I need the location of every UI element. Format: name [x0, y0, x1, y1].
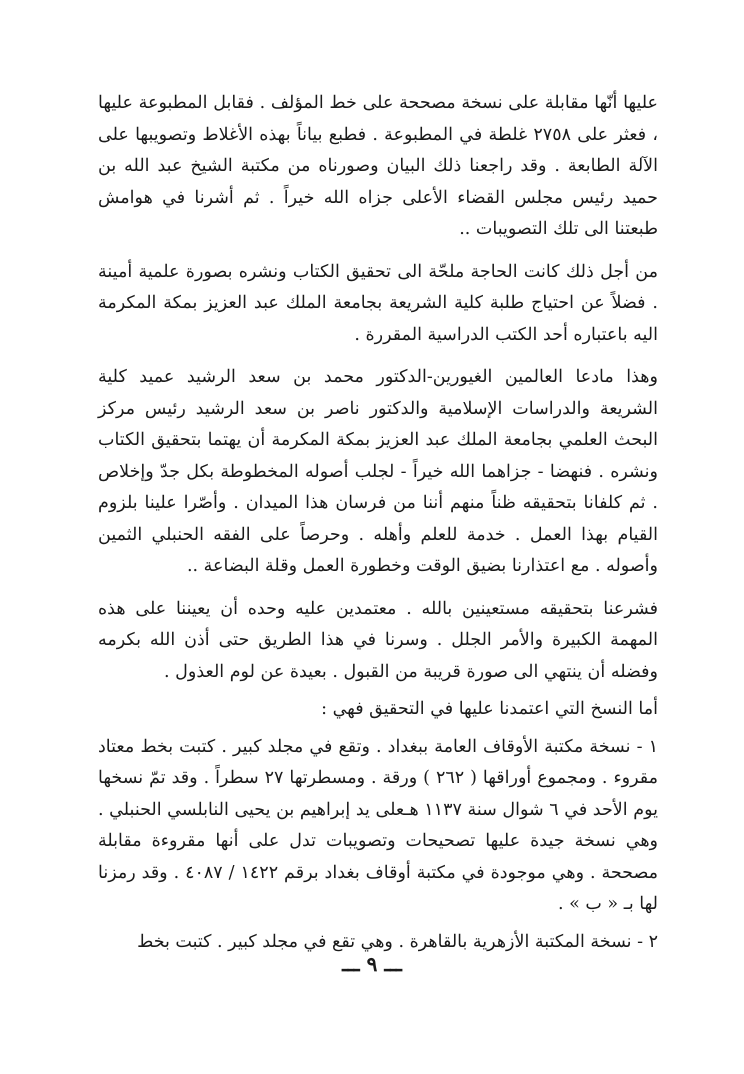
paragraph-start-of-work: فشرعنا بتحقيقه مستعينين بالله . معتمدين عليه وحده أن يعيننا على هذه المهمة الكبيرة والأمر الجلل . وسرنا في هذا الطريق حتى أذن الله بكرمه وفضله أن ينتهي الى صورة قريبة من القبول . بعيدة عن لوم العذول .: [98, 598, 658, 682]
paragraph-manuscript-1: ١ - نسخة مكتبة الأوقاف العامة ببغداد . وتقع في مجلد كبير . كتبت بخط معتاد مقروء . ومجموع أوراقها ( ٢٦٢ ) ورقة . ومسطرتها ٢٧ سطراً . وقد تمّ نسخها يوم الأحد في ٦ شوال سنة ١١٣٧ هـعلى يد إبراهيم بن يحيى النابلسي الحنبلي . وهي نسخة جيدة عليها تصحيحات وتصويبات تدل على أنها مقروءة مقابلة مصححة . وهي موجودة في مكتبة أوقاف بغداد برقم ١٤٢٢ / ٤٠٨٧ . وقد رمزنا لها بـ « ب » .: [98, 736, 659, 914]
paragraph-manuscript-2: ٢ - نسخة المكتبة الأزهرية بالقاهرة . وهي تقع في مجلد كبير . كتبت بخط: [137, 931, 658, 952]
paragraph-manuscripts-intro: أما النسخ التي اعتمدنا عليها في التحقيق فهي :: [321, 699, 658, 719]
paragraph-need-for-edition: من أجل ذلك كانت الحاجة ملحّة الى تحقيق الكتاب ونشره بصورة علمية أمينة . فضلاً عن احتياج طلبة كلية الشريعة بجامعة الملك عبد العزيز بمكة المكرمة اليه باعتباره أحد الكتب الدراسية المقررة .: [98, 261, 658, 345]
page-body: [98, 88, 658, 958]
paragraph-errata: عليها أنّها مقابلة على نسخة مصححة على خط المؤلف . فقابل المطبوعة عليها ، فعثر على ٢٧٥٨ غلطة في المطبوعة . فطبع بياناً بهذه الأغلاط وتصويبها على الآلة الطابعة . وقد راجعنا ذلك البيان وصورناه من مكتبة الشيخ عبد الله بن حميد رئيس مجلس القضاء الأعلى جزاه الله خيراً . ثم أشرنا في هوامش طبعتنا الى تلك التصويبات ..: [98, 93, 658, 239]
paragraph-acknowledgement: وهذا مادعا العالمين الغيورين-الدكتور محمد بن سعد الرشيد عميد كلية الشريعة والدراسات الإسلامية والدكتور ناصر بن سعد الرشيد رئيس مركز البحث العلمي بجامعة الملك عبد العزيز بمكة المكرمة أن يهتما بتحقيق الكتاب ونشره . فنهضا - جزاهما الله خيراً - لجلب أصوله المخطوطة بكل جدّ وإخلاص . ثم كلفانا بتحقيقه ظناً منهم أننا من فرسان هذا الميدان . وأصّرا علينا بلزوم القيام بهذا العمل . خدمة للعلم وأهله . وحرصاً على الفقه الحنبلي الثمين وأصوله . مع اعتذارنا بضيق الوقت وخطورة العمل وقلة البضاعة ..: [98, 367, 658, 576]
page-number: ـــ ٩ ـــ: [342, 952, 402, 976]
